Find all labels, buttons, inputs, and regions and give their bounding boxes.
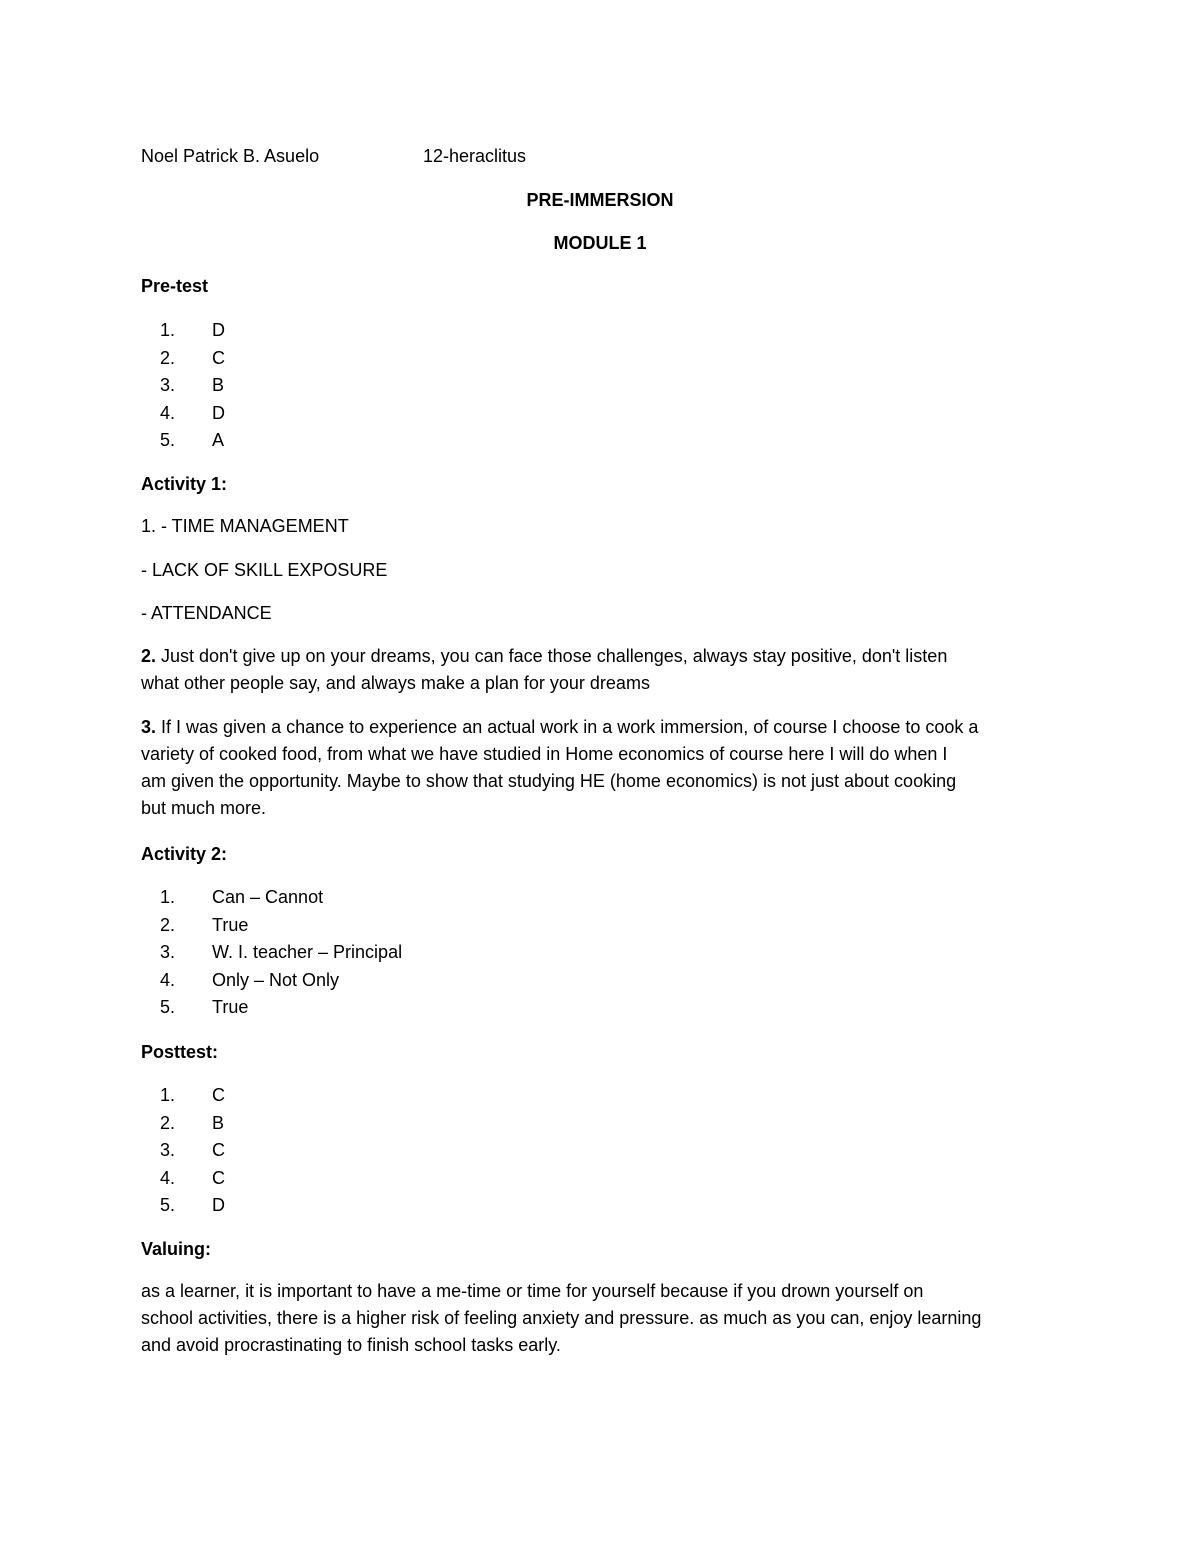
- paragraph-line: what other people say, and always make a plan for your dreams: [141, 673, 650, 693]
- activity1-q1-line3: - ATTENDANCE: [141, 603, 272, 623]
- student-section: 12-heraclitus: [423, 146, 527, 166]
- item-number: 5.: [159, 997, 175, 1018]
- item-number: 3.: [159, 942, 175, 963]
- item-number: 4.: [159, 969, 175, 990]
- item-answer: C: [212, 347, 225, 368]
- posttest-heading: Posttest:: [141, 1042, 219, 1062]
- item-answer: A: [212, 430, 225, 451]
- activity1-heading: Activity 1:: [141, 474, 228, 494]
- item-answer: D: [212, 320, 225, 340]
- pretest-heading: Pre-test: [141, 276, 209, 296]
- item-number: 2.: [159, 1112, 175, 1133]
- question-number: 3.: [141, 717, 157, 737]
- item-answer: True: [212, 914, 249, 935]
- item-answer: W. I. teacher – Principal: [212, 942, 403, 963]
- paragraph-line: If I was given a chance to experience an actual work in a work immersion, of course I choose to cook a: [156, 717, 979, 737]
- valuing-heading: Valuing:: [141, 1239, 212, 1259]
- document-subtitle: MODULE 1: [553, 233, 647, 253]
- activity1-q1-line2: - LACK OF SKILL EXPOSURE: [141, 560, 388, 580]
- item-answer: C: [212, 1167, 225, 1188]
- question-number: 2.: [141, 646, 157, 666]
- activity2-heading: Activity 2:: [141, 844, 228, 864]
- item-number: 2.: [159, 347, 175, 368]
- item-number: 1.: [159, 1085, 175, 1105]
- item-number: 1.: [159, 887, 175, 907]
- activity1-q2-answer: [141, 643, 947, 697]
- item-number: 3.: [159, 1140, 175, 1161]
- item-answer: Can – Cannot: [212, 887, 324, 907]
- item-answer: True: [212, 997, 249, 1018]
- activity1-q3-answer: [141, 714, 978, 822]
- item-number: 4.: [159, 1167, 175, 1188]
- activity1-q1-line1: 1. - TIME MANAGEMENT: [141, 516, 349, 536]
- student-name: Noel Patrick B. Asuelo: [141, 146, 320, 166]
- document-title: PRE-IMMERSION: [526, 190, 674, 210]
- item-number: 1.: [159, 320, 175, 340]
- item-answer: B: [212, 1112, 225, 1133]
- paragraph-line: as a learner, it is important to have a me-time or time for yourself because if you drown yourself on: [141, 1281, 924, 1301]
- item-answer: B: [212, 375, 225, 396]
- item-answer: D: [212, 402, 225, 423]
- paragraph-line: school activities, there is a higher risk of feeling anxiety and pressure. as much as you can, enjoy learning: [141, 1308, 982, 1328]
- valuing-paragraph: [141, 1278, 981, 1359]
- item-answer: D: [212, 1195, 225, 1216]
- item-number: 4.: [159, 402, 175, 423]
- item-number: 5.: [159, 1195, 175, 1216]
- item-number: 2.: [159, 914, 175, 935]
- paragraph-line: Just don't give up on your dreams, you can face those challenges, always stay positive, don't listen: [156, 646, 948, 666]
- paragraph-line: am given the opportunity. Maybe to show that studying HE (home economics) is not just about cooking: [141, 771, 957, 791]
- item-number: 3.: [159, 375, 175, 396]
- item-number: 5.: [159, 430, 175, 451]
- item-answer: C: [212, 1140, 225, 1161]
- paragraph-line: but much more.: [141, 798, 267, 818]
- item-answer: Only – Not Only: [212, 969, 340, 990]
- item-answer: C: [212, 1085, 225, 1105]
- paragraph-line: variety of cooked food, from what we have studied in Home economics of course here I will do when I: [141, 744, 948, 764]
- paragraph-line: and avoid procrastinating to finish school tasks early.: [141, 1335, 561, 1355]
